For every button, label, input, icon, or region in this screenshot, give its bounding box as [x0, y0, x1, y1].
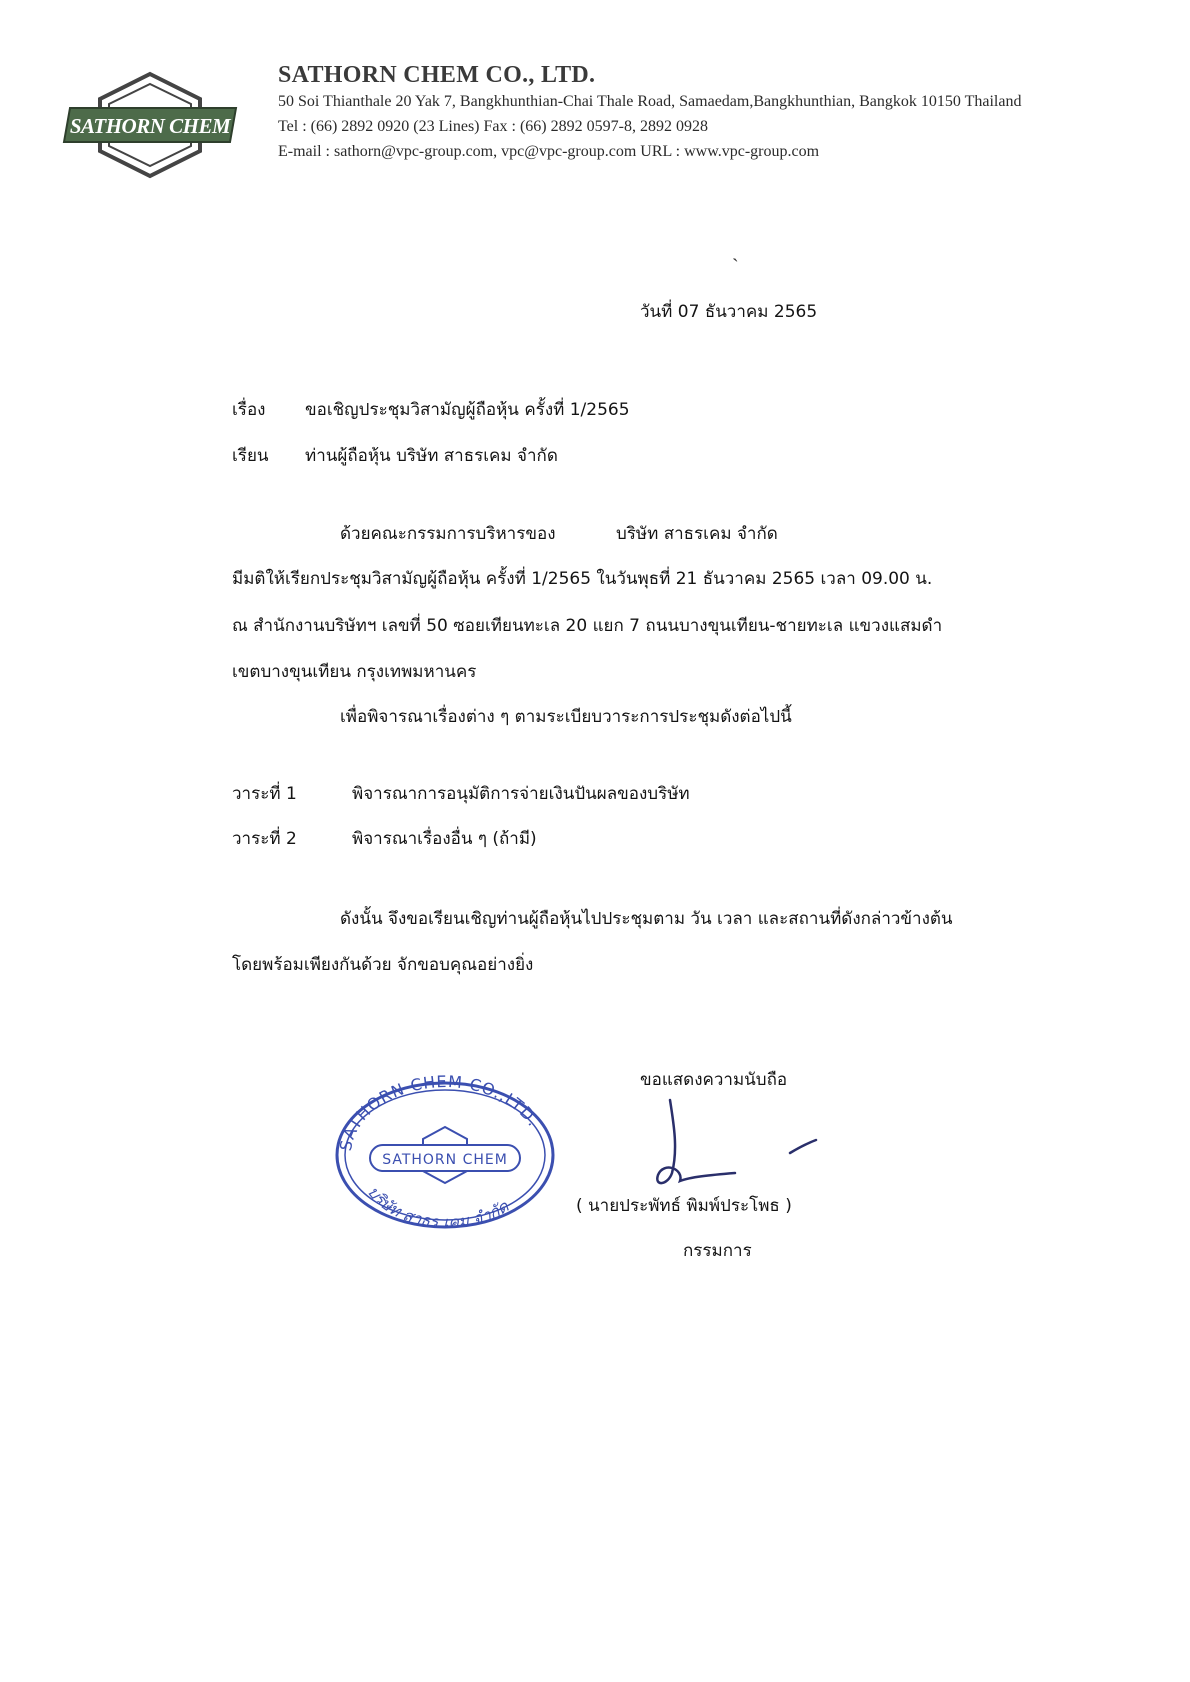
body-paragraph-1-start: ด้วยคณะกรรมการบริหารของ: [340, 524, 556, 544]
svg-text:บริษัท สาธร เคม จำกัด: บริษัท สาธร เคม จำกัด: [363, 1182, 512, 1232]
handwritten-signature: [640, 1095, 840, 1195]
pen-mark: ˏ: [732, 238, 739, 262]
company-stamp: [330, 1075, 560, 1235]
company-address: 50 Soi Thianthale 20 Yak 7, Bangkhunthian-Chai Thale Road, Samaedam,Bangkhunthian, Bangkok 10150 Thailand: [278, 93, 1022, 110]
company-logo: [60, 70, 240, 180]
company-email-url: E-mail : sathorn@vpc-group.com, vpc@vpc-group.com URL : www.vpc-group.com: [278, 143, 820, 160]
body-paragraph-4: เขตบางขุนเทียน กรุงเทพมหานคร: [232, 662, 477, 682]
body-paragraph-1-company: บริษัท สาธรเคม จำกัด: [616, 524, 778, 544]
subject-label: เรื่อง: [232, 400, 266, 420]
subject-text: ขอเชิญประชุมวิสามัญผู้ถือหุ้น ครั้งที่ 1/2565: [305, 400, 630, 420]
closing-text: ขอแสดงความนับถือ: [640, 1070, 788, 1090]
signer-position: กรรมการ: [683, 1241, 752, 1261]
body-paragraph-7: โดยพร้อมเพียงกันด้วย จักขอบคุณอย่างยิ่ง: [232, 955, 534, 975]
body-paragraph-5: เพื่อพิจารณาเรื่องต่าง ๆ ตามระเบียบวาระการประชุมดังต่อไปนี้: [340, 707, 792, 727]
svg-text:SATHORN CHEM: SATHORN CHEM: [69, 114, 231, 138]
company-phone-fax: Tel : (66) 2892 0920 (23 Lines) Fax : (66) 2892 0597-8, 2892 0928: [278, 118, 708, 135]
company-name: SATHORN CHEM CO., LTD.: [278, 62, 596, 88]
recipient-text: ท่านผู้ถือหุ้น บริษัท สาธรเคม จำกัด: [305, 446, 558, 466]
body-paragraph-3: ณ สำนักงานบริษัทฯ เลขที่ 50 ซอยเทียนทะเล 20 แยก 7 ถนนบางขุนเทียน-ชายทะเล แขวงแสมดำ: [232, 616, 943, 636]
agenda-item-2-label: วาระที่ 2: [232, 829, 297, 849]
svg-text:SATHORN CHEM: SATHORN CHEM: [382, 1152, 508, 1168]
signer-name: ( นายประพัทธ์ พิมพ์ประโพธ ): [576, 1196, 792, 1216]
recipient-label: เรียน: [232, 446, 269, 466]
body-paragraph-2: มีมติให้เรียกประชุมวิสามัญผู้ถือหุ้น ครั้งที่ 1/2565 ในวันพุธที่ 21 ธันวาคม 2565 เวลา 09.00 น.: [232, 569, 933, 589]
agenda-item-1-text: พิจารณาการอนุมัติการจ่ายเงินปันผลของบริษัท: [352, 784, 690, 804]
agenda-item-2-text: พิจารณาเรื่องอื่น ๆ (ถ้ามี): [352, 829, 537, 849]
letter-date: วันที่ 07 ธันวาคม 2565: [640, 302, 818, 322]
agenda-item-1-label: วาระที่ 1: [232, 784, 297, 804]
svg-text:SATHORN CHEM CO.,LTD.: SATHORN CHEM CO.,LTD.: [335, 1075, 544, 1153]
body-paragraph-6: ดังนั้น จึงขอเรียนเชิญท่านผู้ถือหุ้นไปประชุมตาม วัน เวลา และสถานที่ดังกล่าวข้างต้น: [340, 909, 953, 929]
